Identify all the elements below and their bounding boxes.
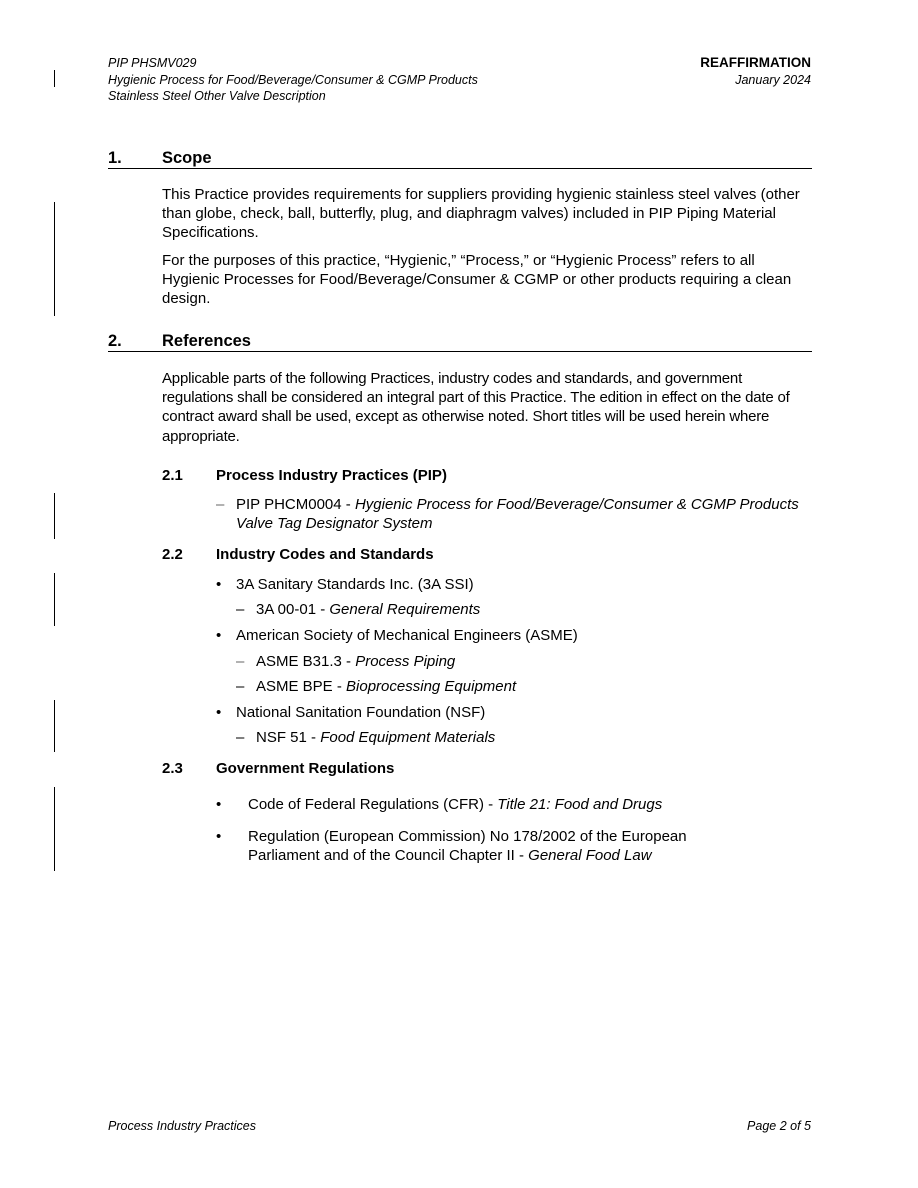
reference-code: ASME B31.3 - — [256, 653, 356, 670]
reference-title: Bioprocessing Equipment — [346, 678, 517, 695]
list-dash: – — [216, 496, 225, 513]
page-header-left — [108, 55, 628, 105]
subsection-title: Process Industry Practices (PIP) — [216, 467, 447, 484]
doc-id: PIP PHSMV029 — [108, 56, 197, 70]
list-item — [236, 495, 806, 533]
reference-code: ASME BPE - — [256, 678, 347, 695]
reference-title: Process Piping — [355, 653, 456, 670]
reference-title: Title 21: Food and Drugs — [497, 796, 663, 813]
section-title: References — [162, 332, 251, 350]
change-bar — [54, 700, 55, 752]
list-bullet: • — [216, 828, 222, 845]
reference-code: NSF 51 - — [256, 729, 321, 746]
doc-subtitle-line: Stainless Steel Other Valve Description — [108, 89, 326, 103]
list-item — [256, 600, 480, 619]
page-header-right — [591, 55, 811, 88]
list-bullet: • — [216, 576, 222, 593]
list-item — [256, 677, 516, 696]
list-item — [256, 652, 455, 671]
list-item — [248, 795, 808, 814]
section-rule — [108, 168, 812, 169]
status-label: REAFFIRMATION — [700, 55, 811, 70]
paragraph: For the purposes of this practice, “Hygienic,” “Process,” or “Hygienic Process” refers to all Hygienic Processes for Food/Beverage/Consumer & CGMP or other products requiring a clean design. — [162, 252, 792, 308]
reference-title: General Requirements — [329, 601, 481, 618]
section-rule — [108, 351, 812, 352]
subsection-number: 2.3 — [162, 760, 183, 777]
organization-item: American Society of Mechanical Engineers (ASME) — [236, 627, 578, 644]
reference-code: 3A 00-01 - — [256, 601, 330, 618]
doc-date: January 2024 — [735, 72, 811, 87]
reference-code: Regulation (European Commission) No 178/2002 of the European Parliament and of the Council Chapter II - — [248, 828, 687, 865]
list-dash: – — [236, 653, 245, 670]
change-bar — [54, 573, 55, 626]
page-number: Page 2 of 5 — [747, 1119, 811, 1133]
subsection-number: 2.2 — [162, 546, 183, 563]
section-number: 1. — [108, 149, 122, 167]
subsection-title: Industry Codes and Standards — [216, 546, 434, 563]
doc-title-line: Hygienic Process for Food/Beverage/Consumer & CGMP Products — [108, 72, 478, 87]
list-item — [256, 728, 495, 747]
change-bar — [54, 202, 55, 316]
list-item — [248, 827, 748, 865]
footer-left: Process Industry Practices — [108, 1119, 256, 1133]
paragraph: Applicable parts of the following Practices, industry codes and standards, and government regulations shall be considered an integral part of this Practice. The edition in effect on the date of contract award shall be used, except as otherwise noted. Short titles will be used herein where appropriate. — [162, 370, 790, 445]
change-bar — [54, 493, 55, 539]
organization-item: 3A Sanitary Standards Inc. (3A SSI) — [236, 576, 474, 593]
list-bullet: • — [216, 796, 222, 813]
change-bar — [54, 70, 55, 87]
reference-title: Hygienic Process for Food/Beverage/Consumer & CGMP Products Valve Tag Designator System — [236, 496, 799, 533]
subsection-number: 2.1 — [162, 467, 183, 484]
list-bullet: • — [216, 704, 222, 721]
change-bar — [54, 787, 55, 871]
list-bullet: • — [216, 627, 222, 644]
list-dash: – — [236, 678, 245, 695]
section-title: Scope — [162, 149, 212, 167]
paragraph: This Practice provides requirements for suppliers providing hygienic stainless steel valves (other than globe, check, ball, butterfly, plug, and diaphragm valves) included in PIP Piping Material Specifications. — [162, 186, 800, 242]
reference-title: Food Equipment Materials — [320, 729, 496, 746]
subsection-title: Government Regulations — [216, 760, 395, 777]
list-dash: – — [236, 601, 245, 618]
reference-code: PIP PHCM0004 - — [236, 496, 355, 513]
reference-code: Code of Federal Regulations (CFR) - — [248, 796, 498, 813]
organization-item: National Sanitation Foundation (NSF) — [236, 704, 486, 721]
list-dash: – — [236, 729, 245, 746]
reference-title: General Food Law — [528, 847, 652, 865]
section-number: 2. — [108, 332, 122, 350]
